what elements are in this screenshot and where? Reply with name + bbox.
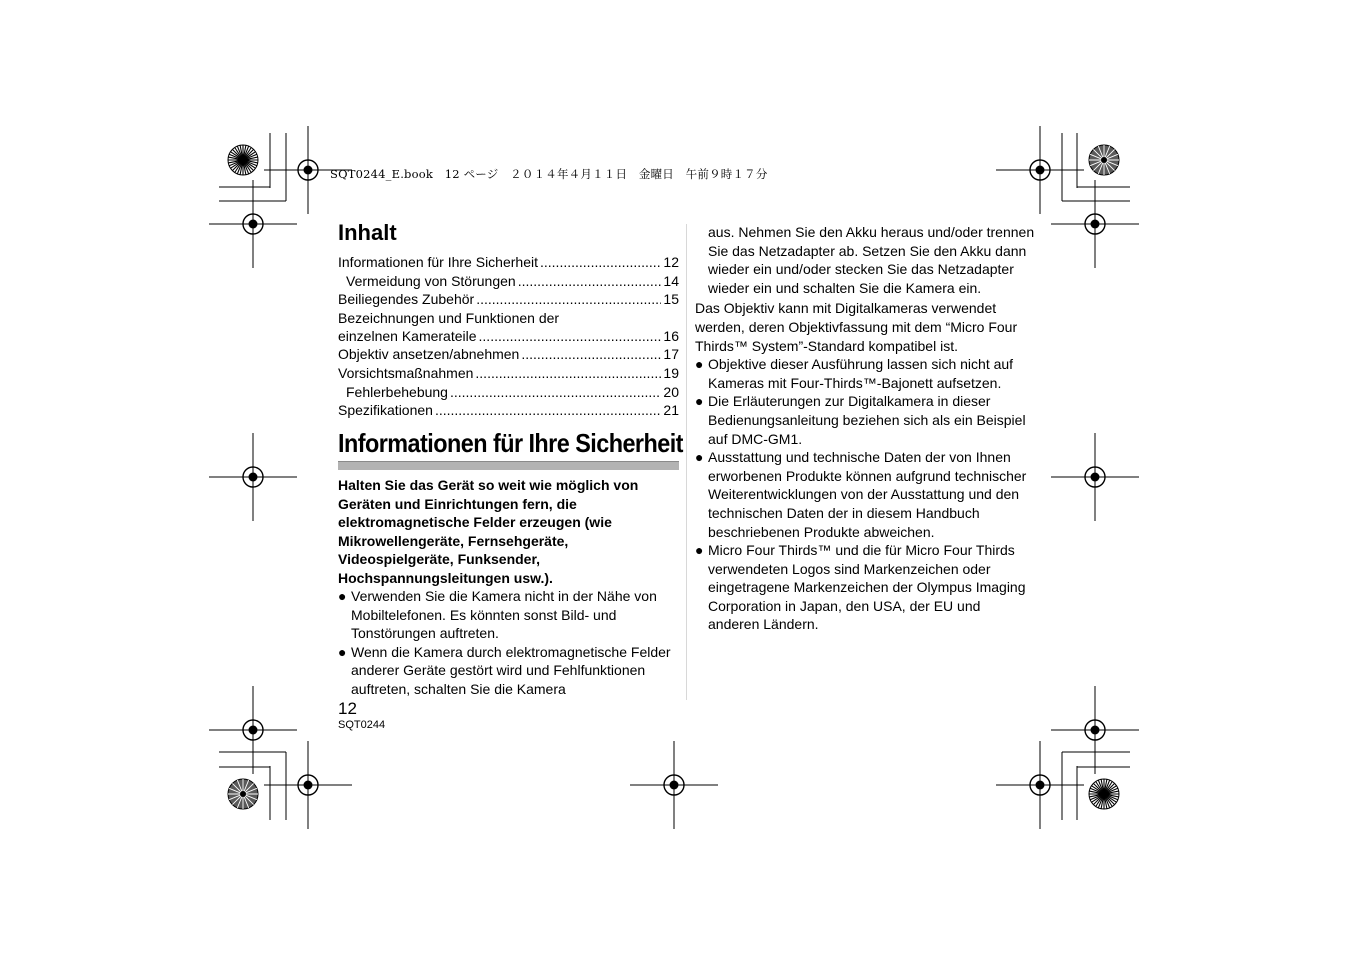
print-header: SQT0244_E.book 12 ページ ２０１４年４月１１日 金曜日 午前９時１７分 [330, 167, 768, 181]
section-title: Informationen für Ihre Sicherheit [338, 428, 683, 458]
bullet-text: Verwenden Sie die Kamera nicht in der Nähe von Mobiltelefonen. Es könnten sonst Bild- und Tonstörungen auftreten. [351, 588, 657, 642]
bullet-icon: ● [695, 393, 704, 410]
toc-entry-label: Spezifikationen [338, 402, 433, 419]
toc-entry-label: Vorsichtsmaßnahmen [338, 364, 474, 381]
model-code: SQT0244 [338, 719, 386, 731]
toc-entry-page: 16 [663, 327, 679, 344]
toc-entry-page: 19 [663, 364, 679, 381]
lens-compat-paragraph: Das Objektiv kann mit Digitalkameras verwendet werden, deren Objektivfassung mit dem “Micro Four Thirds™ System”-Standard kompatibel ist. [695, 300, 1018, 354]
toc-entry-label: Fehlerbehebung [346, 383, 448, 400]
bullet-icon: ● [695, 542, 704, 559]
bullet-icon: ● [338, 588, 347, 604]
toc-entry-page: 14 [663, 272, 679, 289]
toc-entry-page: 20 [663, 383, 679, 400]
toc-entry-label: einzelnen Kamerateile [338, 327, 477, 344]
toc-entry-label: Beiliegendes Zubehör [338, 291, 475, 308]
toc-entry-label: Vermeidung von Störungen [346, 272, 516, 289]
safety-intro: Halten Sie das Gerät so weit wie möglich von Geräten und Einrichtungen fern, die elektromagnetische Felder erzeugen (wie Mikrowellengeräte, Fernsehgeräte, Videospielgeräte, Funksender, Hochspannungsleitungen usw.). [338, 477, 639, 586]
bullet-text: Wenn die Kamera durch elektromagnetische Felder anderer Geräte gestört wird und Fehlfunktionen auftreten, schalten Sie die Kamera [351, 643, 671, 697]
bullet-icon: ● [338, 643, 347, 660]
bullet-icon: ● [695, 356, 704, 373]
toc-entry-label: Informationen für Ihre Sicherheit [338, 254, 538, 270]
bullet-text: Ausstattung und technische Daten der von Ihnen erworbenen Produkte können aufgrund technischer Weiterentwicklungen von der Ausstattung und den technischen Daten der in diesem Handbuch beschriebenen Produkte abweichen. [708, 449, 1027, 540]
continued-text: aus. Nehmen Sie den Akku heraus und/oder trennen Sie das Netzadapter ab. Setzen Sie den Akku dann wieder ein und/oder stecken Sie das Netzadapter wieder ein und schalten Sie die Kamera ein. [708, 224, 1035, 296]
toc-entry-label: Bezeichnungen und Funktionen der [338, 309, 560, 326]
toc-entry-page: 17 [663, 346, 679, 363]
toc-entry-page: 12 [663, 254, 679, 270]
toc-entry-label: Objektiv ansetzen/abnehmen [338, 346, 520, 363]
bullet-text: Die Erläuterungen zur Digitalkamera in dieser Bedienungsanleitung beziehen sich als ein Beispiel auf DMC-GM1. [708, 393, 1026, 447]
toc-title: Inhalt [338, 220, 397, 245]
toc-entry-page: 21 [663, 402, 679, 419]
bullet-icon: ● [695, 449, 704, 466]
bullet-text: Micro Four Thirds™ und die für Micro Four Thirds verwendeten Logos sind Markenzeichen oder eingetragene Markenzeichen der Olympus Imaging Corporation in Japan, den USA, der EU und anderen Ländern. [708, 542, 1026, 633]
toc-entry-page: 15 [663, 291, 679, 308]
page-number: 12 [338, 699, 357, 718]
bullet-text: Objektive dieser Ausführung lassen sich nicht auf Kameras mit Four-Thirds™-Bajonett aufsetzen. [708, 356, 1014, 391]
